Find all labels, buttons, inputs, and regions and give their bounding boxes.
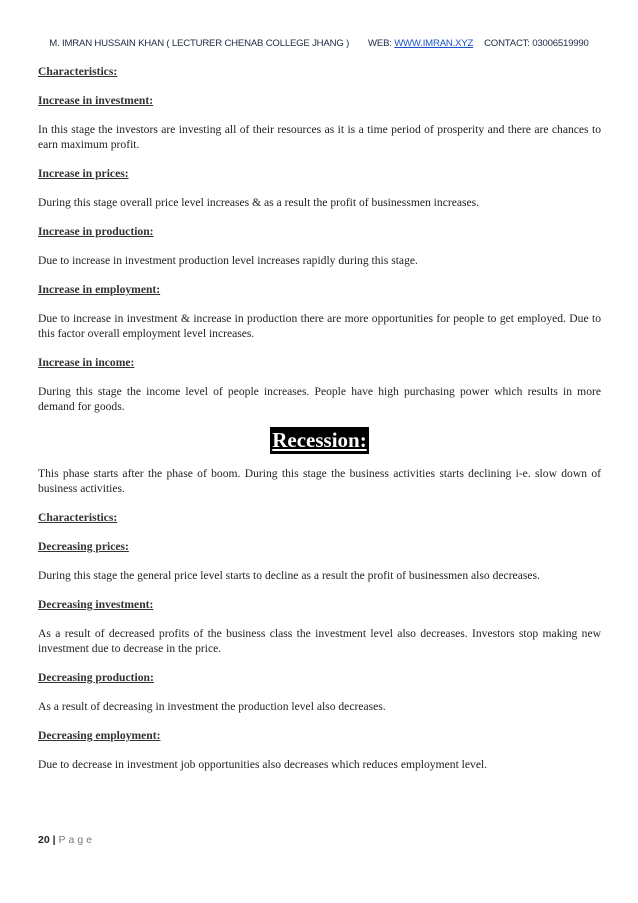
section-paragraph: Due to decrease in investment job opportunities also decreases which reduces employment level. — [38, 758, 488, 771]
section-paragraph: In this stage the investors are investing all of their resources as it is a time period of prosperity and there are chances to earn maximum profit. — [38, 123, 601, 151]
page-number: 20 — [38, 834, 50, 846]
document-body — [38, 64, 601, 786]
page-label: Page — [58, 834, 96, 846]
header-role: ( LECTURER CHENAB COLLEGE JHANG ) — [166, 38, 350, 49]
section-paragraph: During this stage overall price level increases & as a result the profit of businessmen increases. — [38, 196, 480, 209]
section-paragraph: Due to increase in investment & increase in production there are more opportunities for people to get employed. Due to this factor overall employment level increases. — [38, 312, 601, 340]
section-heading: Decreasing production: — [38, 671, 154, 684]
section-paragraph: During this stage the general price level starts to decline as a result the profit of businessmen also decreases. — [38, 569, 540, 582]
page-header — [0, 38, 638, 49]
section-heading: Increase in employment: — [38, 283, 161, 296]
recession-title-wrap — [38, 427, 601, 454]
section-heading: Decreasing investment: — [38, 598, 154, 611]
section-paragraph: During this stage the income level of people increases. People have high purchasing power which results in more demand for goods. — [38, 385, 601, 413]
section-heading: Increase in prices: — [38, 167, 129, 180]
header-contact: CONTACT: 03006519990 — [484, 38, 589, 49]
section-paragraph: Due to increase in investment production level increases rapidly during this stage. — [38, 254, 418, 267]
section-heading: Increase in income: — [38, 356, 135, 369]
recession-title: Recession: — [272, 428, 367, 452]
section-heading: Increase in investment: — [38, 94, 154, 107]
recession-intro: This phase starts after the phase of boom. During this stage the business activities starts declining i-e. slow down of business activities. — [38, 467, 601, 495]
recession-characteristics-heading: Characteristics: — [38, 511, 118, 524]
boom-characteristics-heading: Characteristics: — [38, 65, 118, 78]
header-author: M. IMRAN HUSSAIN KHAN — [49, 38, 164, 49]
section-paragraph: As a result of decreased profits of the business class the investment level also decreases. Investors stop making new investment due to decrease in the price. — [38, 627, 601, 655]
section-paragraph: As a result of decreasing in investment the production level also decreases. — [38, 700, 386, 713]
section-heading: Increase in production: — [38, 225, 154, 238]
page-footer — [38, 834, 95, 846]
section-heading: Decreasing employment: — [38, 729, 161, 742]
header-web-link[interactable]: WWW.IMRAN.XYZ — [394, 38, 474, 49]
section-heading: Decreasing prices: — [38, 540, 129, 553]
footer-separator: | — [52, 834, 56, 846]
header-web-label: WEB: — [368, 38, 392, 49]
